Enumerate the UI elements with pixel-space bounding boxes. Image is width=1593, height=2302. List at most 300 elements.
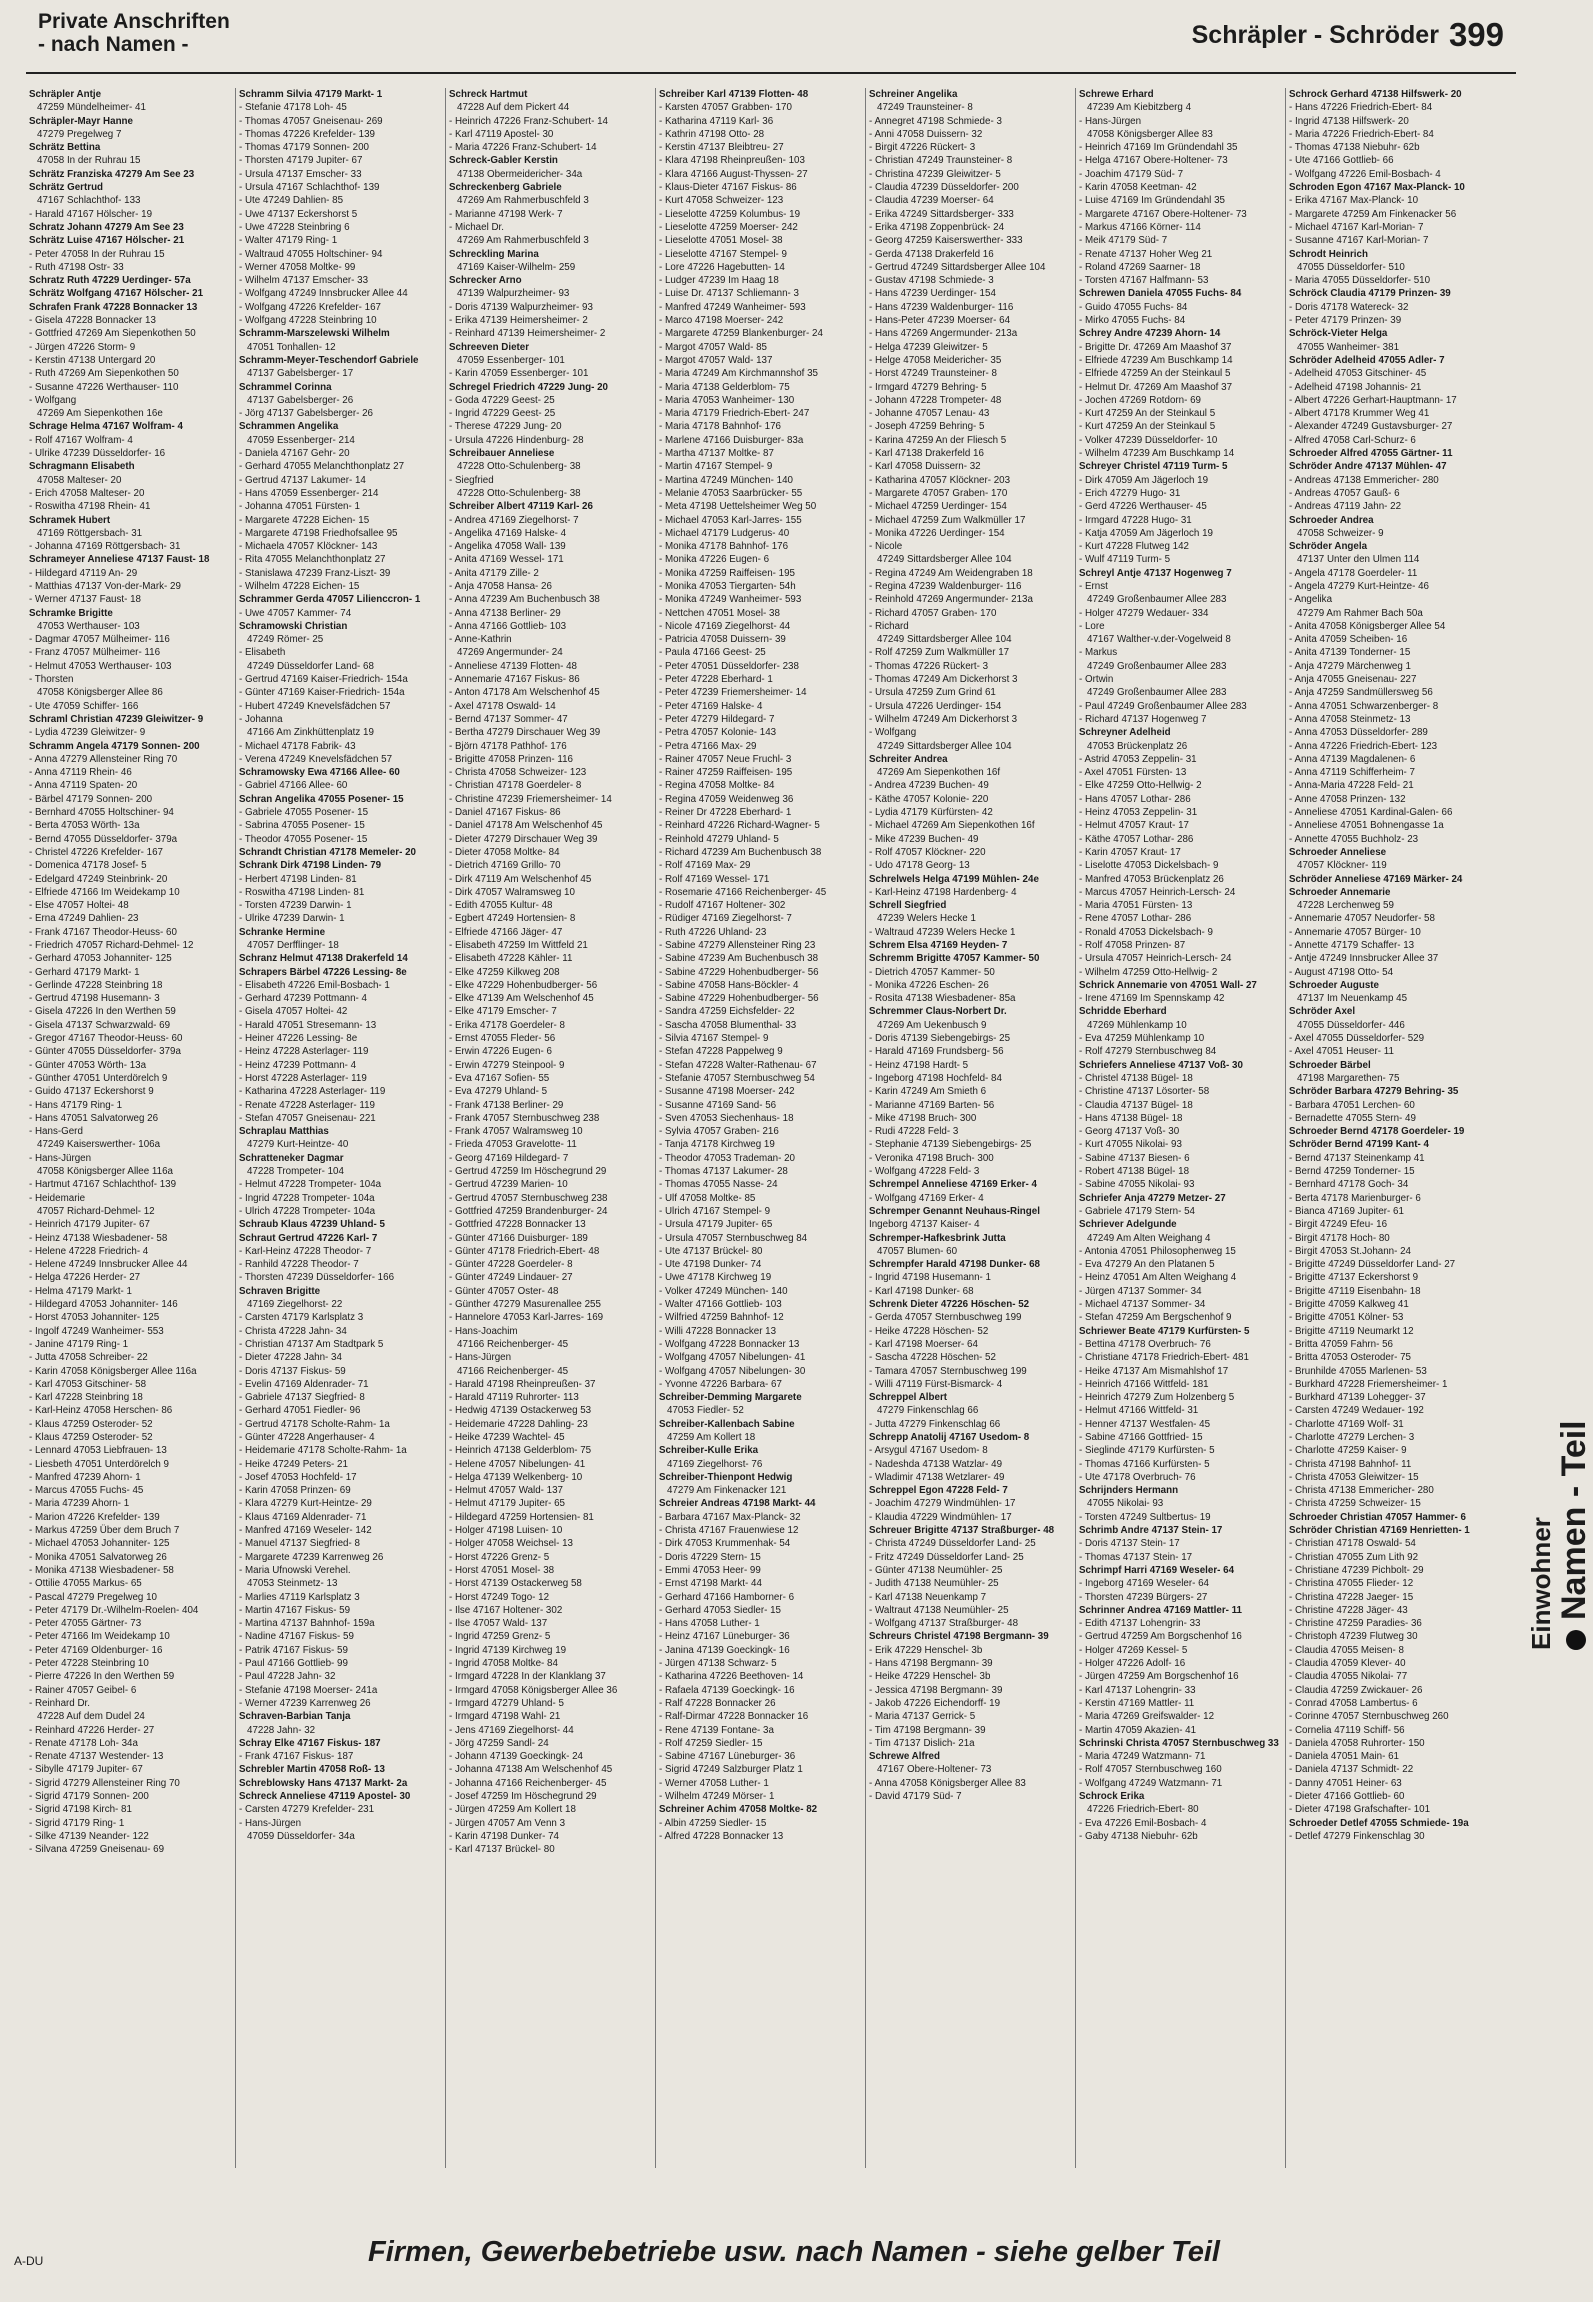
directory-entry: - Cornelia 47119 Schiff- 56 [1289,1724,1405,1736]
directory-entry: - Annemarie 47167 Fiskus- 86 [449,674,580,686]
directory-entry: - Ursula 47226 Uerdinger- 154 [869,700,1002,712]
directory-entry: - Maria Ufnowski Verehel. [239,1564,351,1576]
directory-entry-head: Schrock Erika [1079,1791,1145,1802]
directory-entry: - Hans 47059 Essenberger- 214 [239,487,379,499]
directory-entry: 47058 Schweizer- 9 [1297,527,1384,539]
directory-entry: - Jürgen 47137 Sommer- 34 [1079,1285,1202,1297]
directory-entry: - Elfriede 47239 Am Buschkamp 14 [1079,354,1233,366]
directory-entry: - Thomas 47249 Am Dickerhorst 3 [869,674,1018,686]
directory-entry: - Renate 47178 Loh- 34a [29,1737,138,1749]
directory-entry: 47055 Nikolai- 93 [1087,1498,1164,1510]
directory-entry: - Margarete 47198 Friedhofsallee 95 [239,527,398,539]
directory-entry: - Wolfgang 47057 Nibelungen- 41 [659,1352,806,1364]
directory-entry: - Werner 47137 Faust- 18 [29,594,141,606]
directory-entry: - Kerstin 47138 Untergard 20 [29,354,156,366]
directory-entry: 47059 Essenberger- 101 [457,354,565,366]
directory-entry: 47249 Kaiserswerther- 106a [37,1139,161,1151]
directory-entry: - Ursula 47259 Zum Grind 61 [869,687,996,699]
directory-entry: - Lieselotte 47051 Mosel- 38 [659,235,783,247]
directory-entry-head: Schreuer Brigitte 47137 Straßburger- 48 [869,1525,1055,1537]
directory-entry: - Andreas 47138 Emmericher- 280 [1289,474,1439,486]
directory-entry-head: Schrammer Gerda 47057 Lilienccron- 1 [239,594,421,606]
directory-entry: - Heinrich 47138 Gelderblom- 75 [449,1445,592,1457]
directory-entry: - Christiane 47239 Pichbolt- 29 [1289,1564,1424,1576]
directory-entry: - Heidemarie 47178 Scholte-Rahm- 1a [239,1445,407,1457]
directory-entry: - Elisabeth 47226 Emil-Bosbach- 1 [239,979,390,991]
directory-entry: 47269 Am Uekenbusch 9 [877,1019,987,1031]
directory-entry: - Christiane 47178 Friedrich-Ebert- 481 [1079,1352,1249,1364]
directory-entry: - Bernd 47259 Tonderner- 15 [1289,1166,1415,1178]
directory-entry: - Adelheid 47198 Johannis- 21 [1289,381,1422,393]
directory-entry-head: Schrinski Christa 47057 Sternbuschweg 33 [1079,1737,1279,1749]
directory-entry: - Ute 47198 Dunker- 74 [659,1259,762,1271]
directory-entry: - Ulrike 47239 Düsseldorfer- 16 [29,448,166,460]
directory-entry: - Sabine 47239 Am Buchenbusch 38 [659,953,819,965]
directory-entry: - Günter 47228 Goerdeler- 8 [449,1259,573,1271]
directory-entry: - Christa 47198 Bahnhof- 11 [1289,1458,1412,1470]
directory-entry: - Günter 47228 Angerhauser- 4 [239,1431,375,1443]
directory-entry: - Christa 47259 Schweizer- 15 [1289,1498,1421,1510]
directory-entry: - Klara 47198 Rheinpreußen- 103 [659,155,805,167]
directory-entry: - Luise Dr. 47137 Schliemann- 3 [659,288,799,300]
directory-entry: - Michael 47053 Karl-Jarres- 155 [659,514,802,526]
directory-entry: - Jutta 47279 Finkenschlag 66 [869,1418,1001,1430]
directory-entry: - Pierre 47226 In den Werthen 59 [29,1671,175,1683]
directory-entry: - Reinhold 47269 Angermunder- 213a [869,594,1033,606]
directory-entry: - Reinhard 47226 Herder- 27 [29,1724,155,1736]
directory-entry: - Johanna [239,713,283,725]
directory-entry: - Albin 47259 Siedler- 15 [659,1817,767,1829]
directory-entry: - Helma 47179 Markt- 1 [29,1285,132,1297]
directory-entry-head: Schrempfer Harald 47198 Dunker- 68 [869,1259,1040,1271]
directory-entry: - Kurt 47259 An der Steinkaul 5 [1079,421,1216,433]
directory-entry: - Sigrid 47198 Kirch- 81 [29,1804,132,1816]
directory-column [1076,88,1286,2168]
directory-entry: - Karin 47198 Dunker- 74 [449,1830,560,1842]
directory-entry: - Dieter 47228 Jahn- 34 [239,1352,342,1364]
directory-entry: - Helmut 47179 Jupiter- 65 [449,1498,565,1510]
directory-entry: - Brigitte 47119 Eisenbahn- 18 [1289,1285,1421,1297]
directory-entry: - Marlene 47166 Duisburger- 83a [659,434,804,446]
directory-entry: - Doris 47139 Siebengebirgs- 25 [869,1033,1011,1045]
directory-entry: - Gerhard 47166 Hamborner- 6 [659,1591,795,1603]
directory-entry: - Nettchen 47051 Mosel- 38 [659,607,780,619]
directory-entry: - Brigitte 47051 Kölner- 53 [1289,1312,1404,1324]
directory-entry: - Lore 47226 Hagebutten- 14 [659,261,785,273]
directory-entry: - Janine 47179 Ring- 1 [29,1338,129,1350]
directory-entry: - Torsten 47167 Halfmann- 53 [1079,275,1209,287]
directory-entry: - Therese 47229 Jung- 20 [449,421,562,433]
directory-entry: - Sabine 47055 Nikolai- 93 [1079,1179,1195,1191]
directory-entry: 47059 Düsseldorfer- 34a [247,1830,355,1842]
directory-entry: - Detlef 47279 Finkenschlag 30 [1289,1830,1425,1842]
directory-entry-head: Schrammen Angelika [239,421,339,433]
directory-entry: - Christine 47228 Jäger- 43 [1289,1604,1408,1616]
directory-entry: - Thomas 47055 Nasse- 24 [659,1179,778,1191]
directory-entry: - Uwe 47228 Steinbring 6 [239,221,350,233]
directory-entry: 47058 Königsberger Allee 116a [37,1166,173,1178]
directory-column [236,88,446,2168]
directory-entry: - Martin 47167 Fiskus- 59 [239,1604,351,1616]
directory-entry: - Monika 47178 Bahnhof- 176 [659,541,789,553]
directory-entry: 47055 Düsseldorfer- 446 [1297,1019,1405,1031]
directory-entry: - Susanne 47169 Sand- 56 [659,1099,777,1111]
directory-entry: - Andrea 47169 Ziegelhorst- 7 [449,514,579,526]
directory-entry: - Hans-Jürgen [1079,115,1142,127]
directory-entry: - Maria 47269 Greifswalder- 12 [1079,1711,1215,1723]
directory-entry: - Gertrud 47137 Lakumer- 14 [239,474,366,486]
directory-entry-head: Schroeder Christian 47057 Hammer- 6 [1289,1511,1466,1523]
directory-entry: - Anita 47169 Wessel- 171 [449,554,564,566]
directory-entry-head: Schreppel Albert [869,1392,948,1404]
directory-entry: 47167 Walther-v.der-Vogelweid 8 [1087,634,1231,646]
directory-entry-head: Schräpler-Mayr Hanne [29,115,133,127]
directory-entry: 47279 Finkenschlag 66 [877,1405,979,1417]
directory-entry: - Gertrud 47169 Kaiser-Friedrich- 154a [239,674,408,686]
directory-entry: 47269 Angermunder- 24 [457,647,563,659]
directory-entry: - Joachim 47279 Windmühlen- 17 [869,1498,1016,1510]
directory-entry: - Doris 47178 Watereck- 32 [1289,301,1409,313]
directory-entry: - Bertha 47279 Dirschauer Weg 39 [449,727,601,739]
directory-entry: - Eva 47226 Emil-Bosbach- 4 [1079,1817,1207,1829]
directory-entry: - Eva 47279 Uhland- 5 [449,1086,548,1098]
directory-entry: - Axel 47178 Oswald- 14 [449,700,556,712]
directory-entry: - Hubert 47249 Knevelsfädchen 57 [239,700,391,712]
directory-entry: - Johanna 47169 Röttgersbach- 31 [29,541,181,553]
directory-entry: - Conrad 47058 Lambertus- 6 [1289,1697,1418,1709]
directory-entry: - Veronika 47198 Bruch- 300 [869,1152,994,1164]
directory-entry: - Wolfgang [869,727,917,739]
directory-entry: - Matthias 47137 Von-der-Mark- 29 [29,580,181,592]
directory-entry: - Jessica 47198 Bergmann- 39 [869,1684,1003,1696]
directory-entry: - Volker 47249 München- 140 [659,1285,788,1297]
directory-entry: 47053 Steinmetz- 13 [247,1578,338,1590]
directory-entry: - Dirk 47057 Walramsweg 10 [449,886,575,898]
directory-entry-head: Schreurs Christel 47198 Bergmann- 39 [869,1631,1049,1643]
directory-entry: - Emmi 47053 Heer- 99 [659,1564,761,1576]
directory-entry-head: Schragmann Elisabeth [29,461,135,473]
directory-entry: - Josef 47259 Im Höschegrund 29 [449,1791,597,1802]
directory-entry: - Uwe 47178 Kirchweg 19 [659,1272,772,1284]
directory-entry: - Maria 47226 Friedrich-Ebert- 84 [1289,128,1434,140]
section-subtitle: - nach Namen - [38,33,189,56]
directory-entry: - Ludger 47239 Im Haag 18 [659,275,779,287]
directory-entry: - Heinz 47167 Lüneburger- 36 [659,1631,790,1643]
directory-entry-head: Schreppel Egon 47228 Feld- 7 [869,1485,1008,1497]
directory-entry: 47249 Düsseldorfer Land- 68 [247,660,374,672]
directory-entry: - Daniela 47051 Main- 61 [1289,1751,1400,1763]
directory-entry: - Sabine 47167 Lüneburger- 36 [659,1751,796,1763]
directory-entry: - Gabriele 47179 Stern- 54 [1079,1205,1195,1217]
directory-entry-head: Schrepp Anatolij 47167 Usedom- 8 [869,1431,1030,1443]
directory-entry: - Alfred 47228 Bonnacker 13 [659,1830,784,1842]
directory-entry-head: Schrätz Luise 47167 Hölscher- 21 [29,235,185,247]
directory-entry: - Gaby 47138 Niebuhr- 62b [1079,1830,1198,1842]
directory-entry: - Ulrike 47239 Darwin- 1 [239,913,345,925]
directory-entry: - Rosita 47138 Wiesbadener- 85a [869,993,1016,1005]
directory-entry: - Rolf 47167 Wolfram- 4 [29,434,133,446]
directory-entry: - Anna 47053 Düsseldorfer- 289 [1289,727,1428,739]
directory-entry: - Maria 47249 Watzmann- 71 [1079,1751,1206,1763]
directory-entry: - Wolfgang 47169 Erker- 4 [869,1192,984,1204]
directory-entry: - Astrid 47053 Zeppelin- 31 [1079,753,1197,765]
directory-entry: - Michael 47178 Fabrik- 43 [239,740,356,752]
footer-note: Firmen, Gewerbebetriebe usw. nach Namen - siehe gelber Teil [367,2236,1220,2268]
directory-entry: - Tim 47137 Dislich- 21a [869,1737,975,1749]
directory-entry: - Martina 47137 Bahnhof- 159a [239,1618,375,1630]
directory-entry: - Georg 47259 Kaiserswerther- 333 [869,235,1023,247]
directory-entry: - Wolfgang 47226 Krefelder- 167 [239,301,381,313]
directory-entry: - Anna 47119 Schifferheim- 7 [1289,767,1415,779]
directory-entry: - Thorsten 47239 Bürgers- 27 [1079,1591,1208,1603]
directory-entry: - Angelika [1289,594,1333,606]
directory-entry: 47228 Otto-Schulenberg- 38 [457,461,581,473]
directory-entry: - Edith 47055 Kultur- 48 [449,900,553,912]
directory-entry: - Gottfried 47259 Brandenburger- 24 [449,1205,608,1217]
directory-entry: - Walter 47179 Ring- 1 [239,235,338,247]
directory-entry: - Karin 47059 Essenberger- 101 [449,368,589,380]
directory-entry: - Gisela 47057 Holtei- 42 [239,1006,348,1018]
directory-entry: - Roland 47269 Saarner- 18 [1079,261,1201,273]
directory-entry: - Elke 47139 Am Welschenhof 45 [449,993,594,1005]
directory-entry: - Wilfried 47259 Bahnhof- 12 [659,1312,784,1324]
directory-entry: - Rene 47057 Lothar- 286 [1079,913,1192,925]
directory-entry: - Axel 47051 Heuser- 11 [1289,1046,1394,1058]
directory-entry: 47249 Großenbaumer Allee 283 [1087,687,1227,699]
directory-entry-head: Schröder Barbara 47279 Behring- 35 [1289,1086,1459,1098]
directory-entry: - Paul 47166 Gottlieb- 99 [239,1658,348,1670]
directory-entry: - Hans 47269 Angermunder- 213a [869,328,1018,340]
directory-entry: - Maria 47055 Düsseldorfer- 510 [1289,275,1431,287]
directory-entry: - Helene 47249 Innsbrucker Allee 44 [29,1259,188,1271]
directory-entry: - Antje 47249 Innsbrucker Allee 37 [1289,953,1439,965]
directory-entry: 47058 In der Ruhrau 15 [37,155,141,167]
directory-entry: - Antonia 47051 Philosophenweg 15 [1079,1245,1236,1257]
directory-entry-head: Schröck-Vieter Helga [1289,328,1388,340]
directory-entry: - Holger 47226 Adolf- 16 [1079,1658,1186,1670]
directory-entry: - Stefanie 47198 Moerser- 241a [239,1684,378,1696]
directory-entry: 47059 Essenberger- 214 [247,434,355,446]
directory-entry: - Claudia 47259 Zwickauer- 26 [1289,1684,1423,1696]
directory-entry: - Monika 47053 Tiergarten- 54h [659,580,796,592]
directory-entry: - Anne-Kathrin [449,634,512,646]
directory-entry: - Rolf 47259 Zum Walkmüller 17 [869,647,1010,659]
directory-entry: - Peter 47279 Hildegard- 7 [659,713,775,725]
directory-entry-head: Schran Angelika 47055 Posener- 15 [239,793,404,805]
running-header-right [1192,16,1504,54]
directory-entry: 47228 Auf dem Dudel 24 [37,1711,145,1723]
directory-entry-head: Schrecker Arno [449,275,522,287]
directory-entry: - Elke 47229 Hohenbudberger- 56 [449,979,598,991]
directory-entry: - Daniela 47167 Gehr- 20 [239,448,350,460]
directory-entry: - Elfriede 47166 Im Weidekamp 10 [29,886,180,898]
directory-entry: - Monika 47249 Wanheimer- 593 [659,594,802,606]
directory-entry: - Heinrich 47169 Im Gründendahl 35 [1079,142,1238,154]
directory-entry: - Irmgard 47198 Wahl- 21 [449,1711,561,1723]
directory-entry: - Maria 47138 Gelderblom- 75 [659,381,790,393]
directory-entry: - Klara 47166 August-Thyssen- 27 [659,168,808,180]
directory-entry: - Sabine 47279 Allensteiner Ring 23 [659,940,816,951]
directory-entry: - Maria 47249 Am Kirchmannshof 35 [659,368,819,380]
directory-entry: - Thomas 47138 Niebuhr- 62b [1289,142,1420,154]
directory-entry: - Monika 47226 Eugen- 6 [659,554,770,566]
directory-entry-head: Schräpler Antje [29,89,102,100]
directory-entry: 47057 Derfflinger- 18 [247,940,339,951]
directory-entry: - Bernd 47055 Düsseldorfer- 379a [29,833,178,845]
directory-entry: - Yvonne 47226 Barbara- 67 [659,1378,782,1390]
directory-entry: 47137 Gabelsberger- 17 [247,368,354,380]
directory-entry: - Wolfgang 47057 Nibelungen- 30 [659,1365,806,1377]
directory-entry: - Anna 47226 Friedrich-Ebert- 123 [1289,740,1438,752]
directory-entry: - Anna 47139 Magdalenen- 6 [1289,753,1416,765]
directory-entry: - Ingolf 47249 Wanheimer- 553 [29,1325,164,1337]
directory-entry: - Christa 47249 Düsseldorfer Land- 25 [869,1538,1036,1550]
directory-entry: - Albert 47226 Gerhart-Hauptmann- 17 [1289,394,1457,406]
directory-entry: - Daniel 47178 Am Welschenhof 45 [449,820,603,832]
directory-entry: - Rudi 47228 Feld- 3 [869,1126,959,1138]
directory-entry-head: Schreiber Karl 47139 Flotten- 48 [659,89,809,100]
directory-entry: 47228 Auf dem Pickert 44 [457,102,570,114]
directory-entry: - Christian 47178 Oswald- 54 [1289,1538,1416,1550]
directory-entry: - Ursula 47179 Jupiter- 65 [659,1219,773,1231]
directory-entry: - Helmut 47057 Wald- 137 [449,1485,563,1497]
tab-line-2: Namen - Teil [1555,1420,1593,1620]
directory-entry: - Harald 47167 Hölscher- 19 [29,208,153,220]
directory-entry: - Karl 47053 Gitschiner- 58 [29,1378,147,1390]
directory-entry: - Michael Dr. [449,221,504,233]
directory-entry: - Hans 47239 Waldenburger- 116 [869,301,1014,313]
directory-entry: 47139 Walpurzheimer- 93 [457,288,570,300]
directory-entry: - Günter 47055 Düsseldorfer- 379a [29,1046,181,1058]
directory-entry: - Hans-Peter 47239 Moerser- 64 [869,315,1011,327]
directory-entry-head: Schröder Adelheid 47055 Adler- 7 [1289,354,1445,366]
directory-entry: - Hans 47179 Ring- 1 [29,1099,123,1111]
directory-entry-head: Schraven Brigitte [239,1285,321,1297]
directory-entry: 47249 Sittardsberger Allee 104 [877,634,1012,646]
directory-entry: - Stefan 47228 Pappelweg 9 [659,1046,783,1058]
directory-entry-head: Schratteneker Dagmar [239,1152,344,1164]
directory-entry: - Rainer 47057 Neue Fruchl- 3 [659,753,792,765]
directory-entry: - Johanna 47166 Reichenberger- 45 [449,1777,607,1789]
directory-entry: - Michael 47259 Zum Walkmüller 17 [869,514,1026,526]
directory-entry: 47053 Brückenplatz 26 [1087,740,1188,752]
directory-entry: - Michaela 47057 Klöckner- 143 [239,541,378,553]
directory-entry: 47137 Gabelsberger- 26 [247,394,354,406]
directory-entry: - Christa 47138 Emmericher- 280 [1289,1485,1434,1497]
directory-entry: - Ulf 47058 Moltke- 85 [659,1192,756,1204]
directory-entry: 47249 Am Alten Weighang 4 [1087,1232,1211,1244]
directory-entry: - Dagmar 47057 Mülheimer- 116 [29,634,170,646]
directory-entry: - Ralf-Dirmar 47228 Bonnacker 16 [659,1711,809,1723]
directory-entry: - Lieselotte 47259 Kolumbus- 19 [659,208,801,220]
directory-entry-head: Schroeder Annemarie [1289,886,1391,898]
directory-entry: - Günter 47138 Neumühler- 25 [869,1564,1003,1576]
directory-entry: - Gisela 47228 Bonnacker 13 [29,315,156,327]
directory-entry: - Nicole 47169 Ziegelhorst- 44 [659,620,791,632]
directory-entry: - Reinhard Dr. [29,1697,90,1709]
directory-entry: - Helga 47167 Obere-Holtener- 73 [1079,155,1228,167]
directory-entry: 47051 Tonhallen- 12 [247,341,336,353]
directory-entry: - Peter 47055 Gärtner- 73 [29,1618,142,1630]
directory-entry: - Holger 47269 Kessel- 5 [1079,1644,1188,1656]
directory-entry: 47057 Blumen- 60 [877,1245,958,1257]
directory-entry: - Martin 47059 Akazien- 41 [1079,1724,1197,1736]
directory-entry: 47279 Pregelweg 7 [37,128,122,140]
directory-entry: - Susanne 47167 Karl-Morian- 7 [1289,235,1429,247]
directory-entry: - Sabine 47137 Biesen- 6 [1079,1152,1190,1164]
directory-entry: - Günter 47178 Friedrich-Ebert- 48 [449,1245,600,1257]
directory-entry: - Ursula 47226 Hindenburg- 28 [449,434,584,446]
directory-entry: - Birgit 47249 Efeu- 16 [1289,1219,1388,1231]
directory-entry: - Doris 47137 Stein- 17 [1079,1538,1180,1550]
directory-entry: - Johann 47139 Goeckingk- 24 [449,1751,583,1763]
directory-entry: - Günter 47249 Lindauer- 27 [449,1272,573,1284]
directory-entry-head: Schremm Brigitte 47057 Kammer- 50 [869,953,1040,965]
directory-entry-head: Schramm Angela 47179 Sonnen- 200 [29,740,200,752]
directory-entry-head: Schreck Hartmut [449,89,528,100]
directory-entry-head: Schrick Annemarie von 47051 Wall- 27 [1079,979,1257,991]
directory-entry: - Ranhild 47228 Theodor- 7 [239,1259,359,1271]
directory-entry: - Brunhilde 47055 Marlenen- 53 [1289,1365,1427,1377]
directory-entry: 47239 Welers Hecke 1 [877,913,976,925]
directory-entry: - Sabine 47229 Hohenbudberger- 56 [659,966,819,978]
directory-entry: - Margarete 47259 Blankenburger- 24 [659,328,823,340]
directory-entry: 47249 Traunsteiner- 8 [877,102,973,114]
directory-entry: - Rolf 47279 Sternbuschweg 84 [1079,1046,1217,1058]
directory-entry-head: Schreckenberg Gabriele [449,182,562,194]
directory-entry: - Bernadette 47055 Stern- 49 [1289,1112,1416,1124]
directory-entry-head: Schreiber-Kulle Erika [659,1445,759,1457]
directory-entry: - Reiner Dr 47228 Eberhard- 1 [659,807,792,819]
directory-entry: - Birgit 47226 Rückert- 3 [869,142,976,154]
directory-entry-head: Schroeder Bernd 47178 Goerdeler- 19 [1289,1126,1465,1138]
directory-entry: - Wilhelm 47249 Mörser- 1 [659,1791,775,1802]
directory-entry: - Sabine 47229 Hohenbudberger- 56 [659,993,819,1005]
directory-entry: - Heiner 47226 Lessing- 8e [239,1033,358,1045]
directory-entry: 47249 Sittardsberger Allee 104 [877,554,1012,566]
directory-entry: - Lore [1079,620,1105,632]
directory-entry: - Ursula 47137 Emscher- 33 [239,168,362,180]
directory-entry: - Nadeshda 47138 Watzlar- 49 [869,1458,1003,1470]
directory-entry: - Wolfgang 47137 Straßburger- 48 [869,1618,1019,1630]
directory-entry: 47169 Röttgersbach- 31 [37,527,143,539]
directory-entry: 47169 Ziegelhorst- 76 [667,1458,763,1470]
directory-entry: - Erik 47229 Henschel- 3b [869,1644,983,1656]
directory-entry: - Jochen 47269 Rotdorn- 69 [1079,394,1201,406]
directory-entry: - Heike 47137 Am Mismahlshof 17 [1079,1365,1229,1377]
directory-entry: - Wladimir 47138 Wetzlarer- 49 [869,1471,1005,1483]
directory-entry: - Rolf 47169 Wessel- 171 [659,873,770,885]
directory-entry: - Michael 47259 Uerdinger- 154 [869,501,1007,513]
directory-entry: - Birgit 47053 St.Johann- 24 [1289,1245,1411,1257]
directory-entry-head: Schreckling Marina [449,248,539,260]
directory-entry: - Richard 47057 Graben- 170 [869,607,997,619]
directory-entry: - Ursula 47057 Sternbuschweg 84 [659,1232,808,1244]
directory-entry: - Fritz 47249 Düsseldorfer Land- 25 [869,1551,1024,1563]
directory-entry: - Christian 47055 Zum Lith 92 [1289,1551,1419,1563]
directory-entry: - Ronald 47053 Dickelsbach- 9 [1079,926,1213,938]
directory-entry: - Liselotte 47053 Dickelsbach- 9 [1079,860,1219,872]
directory-entry: 47228 Jahn- 32 [247,1724,316,1736]
directory-entry: 47058 Königsberger Allee 83 [1087,128,1213,140]
directory-entry: 47167 Schlachthof- 133 [37,195,141,207]
directory-entry: - Joseph 47259 Behring- 5 [869,421,985,433]
directory-entry-head: Schroeder Anneliese [1289,846,1387,858]
directory-entry: - Edelgard 47249 Steinbrink- 20 [29,873,168,885]
directory-entry-head: Schriever Adelgunde [1079,1219,1177,1231]
directory-entry: - Mike 47198 Bruch- 300 [869,1112,977,1124]
directory-entry: - Reinhard 47139 Heimersheimer- 2 [449,328,606,340]
